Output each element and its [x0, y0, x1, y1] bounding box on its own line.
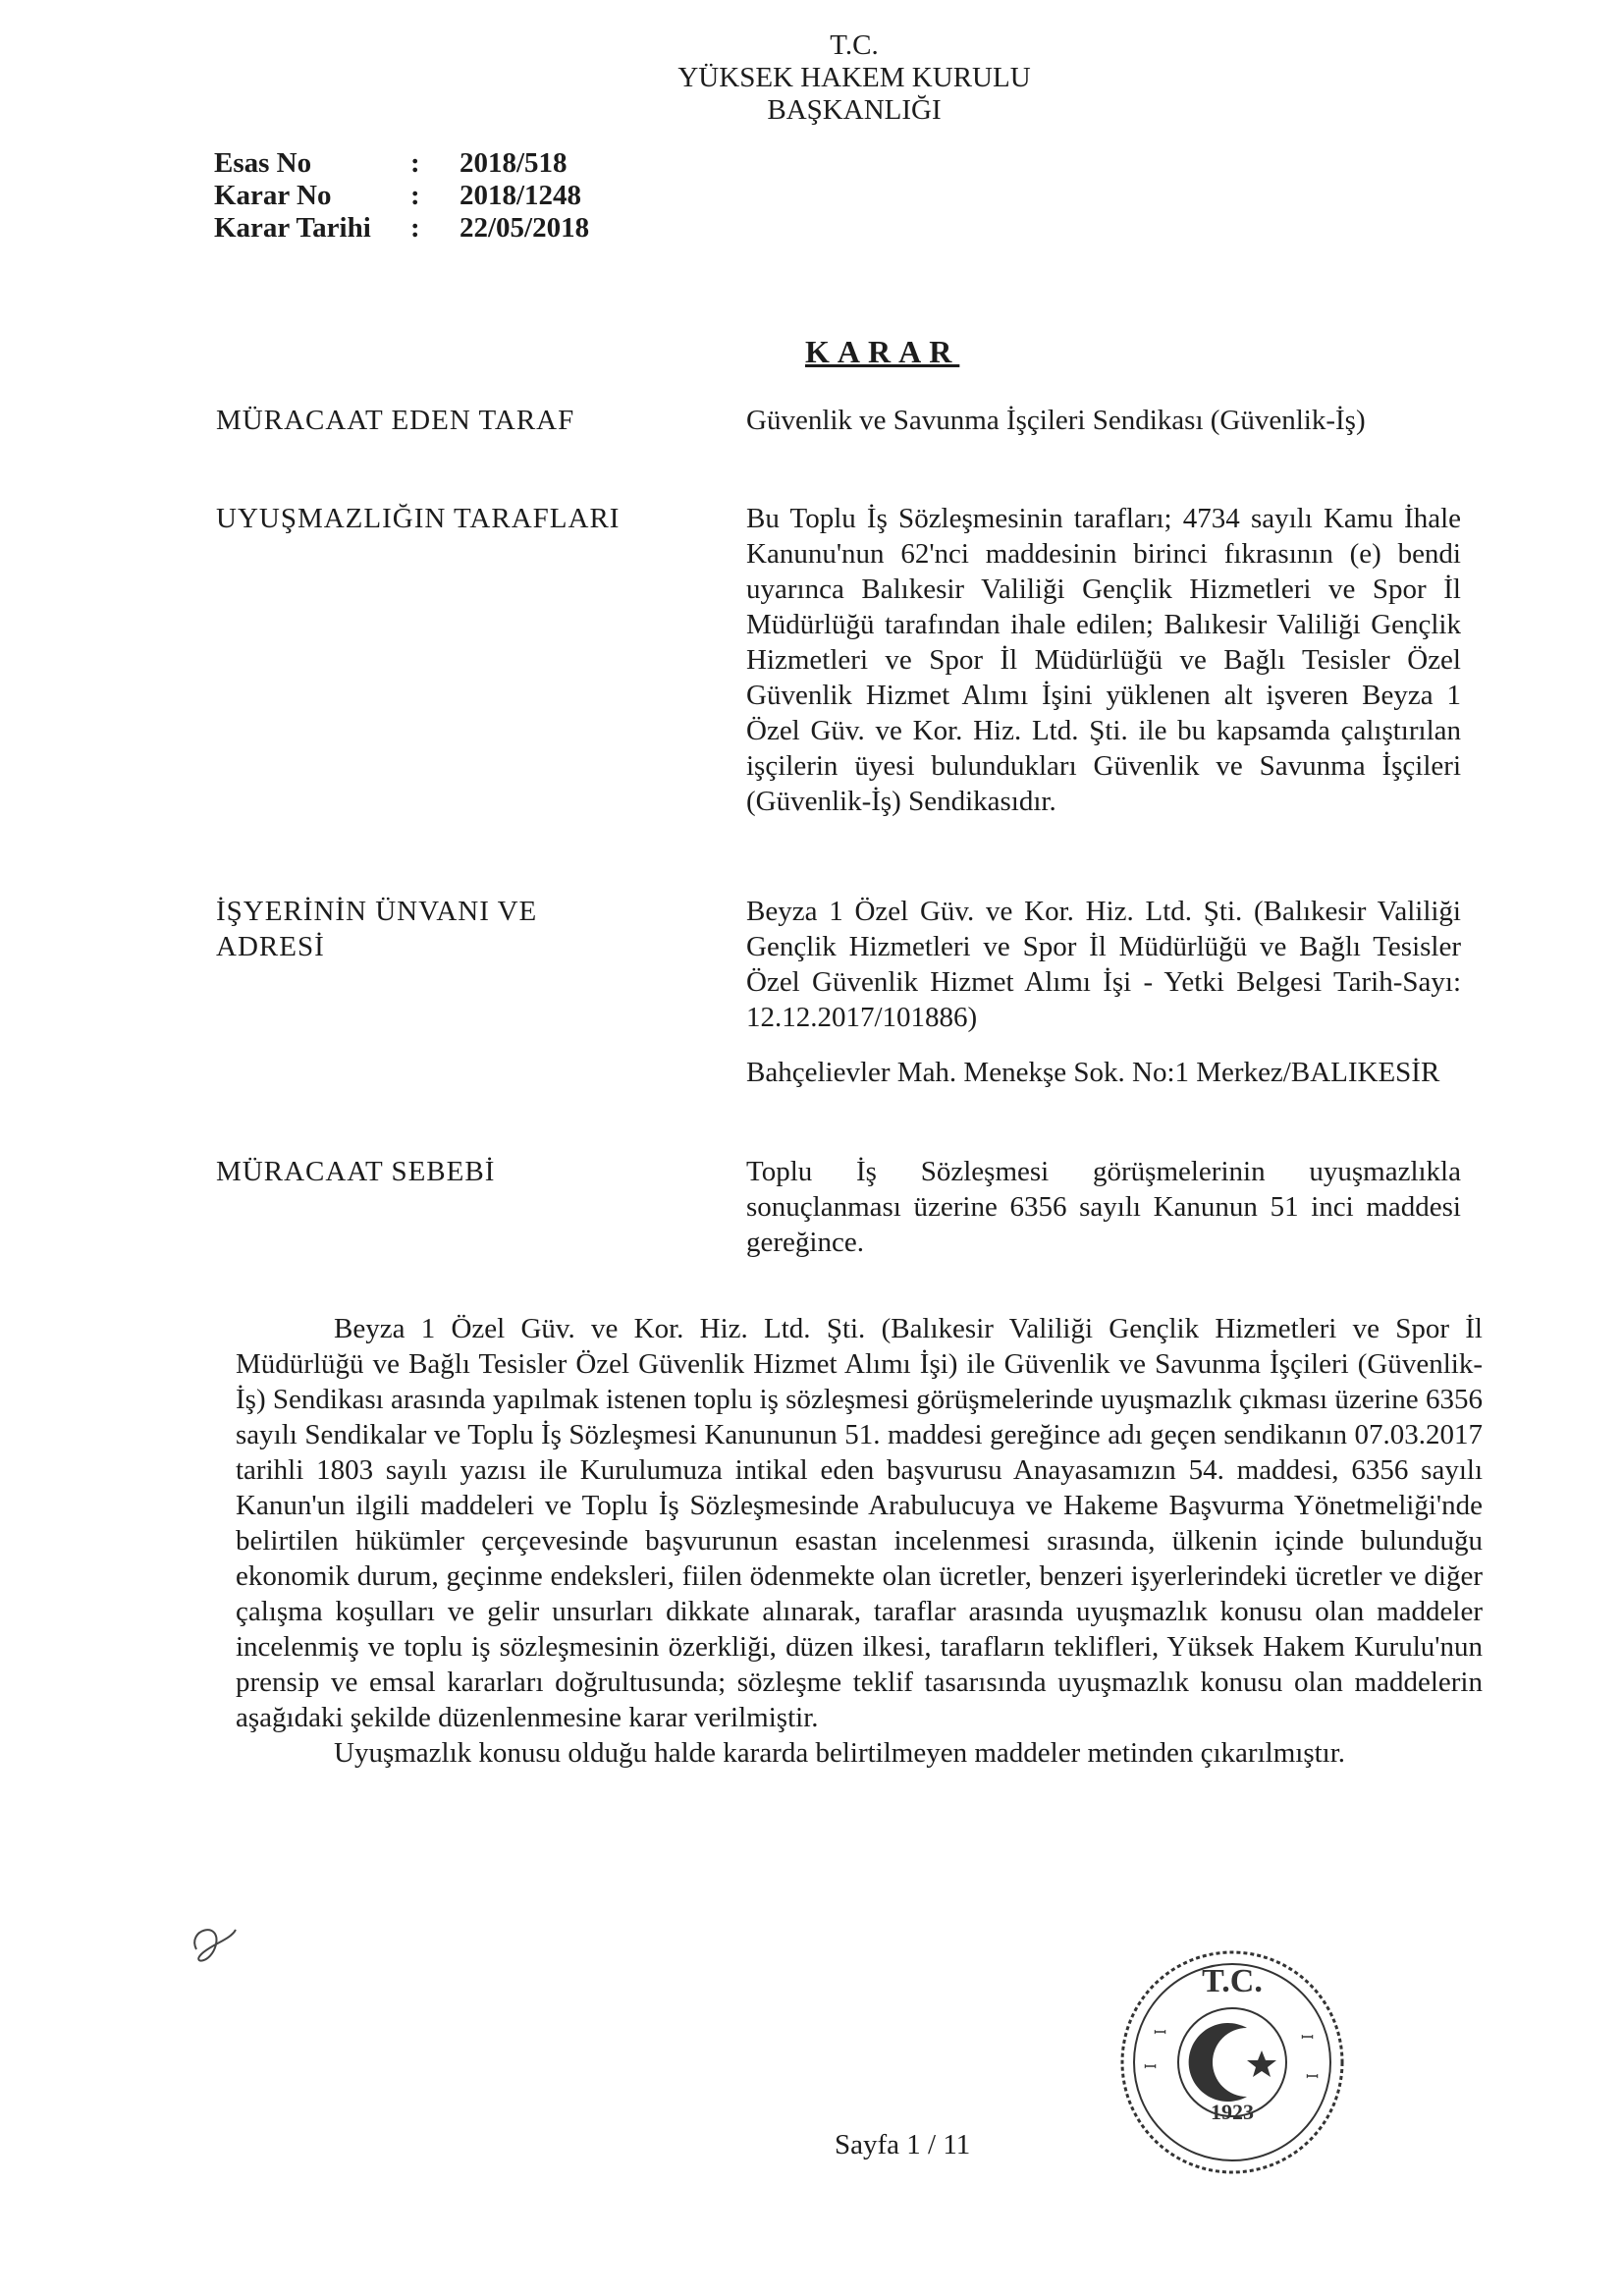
handwritten-initial — [182, 1910, 250, 1979]
colon: : — [410, 212, 420, 244]
decision-title: KARAR — [805, 334, 960, 369]
document-header — [609, 29, 1100, 127]
section-applicant — [216, 403, 1483, 438]
workplace-address: Bahçelievler Mah. Menekşe Sok. No:1 Merkez/BALIKESİR — [746, 1057, 1440, 1088]
svg-text:ꟷ: ꟷ — [1301, 2030, 1315, 2047]
case-metadata — [214, 147, 656, 245]
header-tc: T.C. — [830, 29, 879, 61]
decision-body — [236, 1311, 1483, 1771]
workplace-name: Beyza 1 Özel Güv. ve Kor. Hiz. Ltd. Şti. (Balıkesir Valiliği Gençlik Hizmetleri ve Spor İl Müdürlüğü ve Bağlı Tesisler Özel Güvenlik Hizmet Alımı İşi - Yetki Belgesi Tarih-Sayı: 12.12.2017/101886) — [746, 896, 1461, 1033]
header-presidency: BAŞKANLIĞI — [767, 94, 942, 126]
section-label-line1: İŞYERİNİN ÜNVANI VE — [216, 896, 538, 927]
esas-value: 2018/518 — [460, 147, 568, 179]
colon: : — [410, 180, 420, 211]
section-workplace — [216, 894, 1483, 1110]
section-text — [746, 894, 1461, 1110]
official-seal — [1114, 1944, 1350, 2180]
svg-text:ꟷ: ꟷ — [1306, 2069, 1320, 2086]
svg-text:ꟷ: ꟷ — [1144, 2059, 1158, 2076]
section-reason — [216, 1154, 1483, 1260]
section-label — [216, 894, 746, 1110]
esas-row — [214, 147, 656, 180]
section-text: Toplu İş Sözleşmesi görüşmelerinin uyuşmazlıkla sonuçlanması üzerine 6356 sayılı Kanunun 51 inci maddesi gereğince. — [746, 1156, 1461, 1258]
body-paragraph: Beyza 1 Özel Güv. ve Kor. Hiz. Ltd. Şti. (Balıkesir Valiliği Gençlik Hizmetleri ve Spor İl Müdürlüğü ve Bağlı Tesisler Özel Güvenlik Hizmet Alımı İşi) ile Güvenlik ve Savunma İşçileri (Güvenlik-İş) Sendikası arasında yapılmak istenen toplu iş sözleşmesi görüşmelerinde uyuşmazlık çıkması üzerine 6356 sayılı Sendikalar ve Toplu İş Sözleşmesi Kanununun 51. maddesi gereğince adı geçen sendikanın 07.03.2017 tarihli 1803 sayılı yazısı ile Kurulumuza intikal eden başvurusu Anayasamızın 54. maddesi, 6356 sayılı Kanun'un ilgili maddeleri ve Toplu İş Sözleşmesinde Arabulucuya ve Hakeme Başvurma Yönetmeliği'nde belirtilen hükümler çerçevesinde başvurunun esastan incelenmesi sırasında, ülkenin içinde bulunduğu ekonomik durum, geçinme endeksleri, fiilen ödenmekte olan ücretler, benzeri işyerlerindeki ücretler ve diğer çalışma koşulları ve gelir unsurları dikkate alınarak, taraflar arasında uyuşmazlık konusu olan maddeler incelenmiş ve toplu iş sözleşmesinin özerkliği, düzen ilkesi, tarafların teklifleri, Yüksek Hakem Kurulu'nun prensip ve emsal kararları doğrultusunda; sözleşme teklif tasarısında uyuşmazlık konusu olan maddelerin aşağıdaki şekilde düzenlenmesine karar verilmiştir. — [236, 1313, 1483, 1733]
body-paragraph: Uyuşmazlık konusu olduğu halde kararda belirtilmeyen maddeler metinden çıkarılmıştır. — [334, 1737, 1346, 1769]
section-label-line2: ADRESİ — [216, 931, 325, 962]
tarih-label: Karar Tarihi — [214, 212, 371, 244]
section-text: Güvenlik ve Savunma İşçileri Sendikası (Güvenlik-İş) — [746, 405, 1366, 436]
seal-year: 1923 — [1211, 2100, 1254, 2124]
tarih-row — [214, 212, 656, 245]
tarih-value: 22/05/2018 — [460, 212, 590, 244]
section-label: MÜRACAAT EDEN TARAF — [216, 405, 575, 436]
section-parties — [216, 501, 1483, 819]
section-label: UYUŞMAZLIĞIN TARAFLARI — [216, 503, 621, 534]
page-number: Sayfa 1 / 11 — [835, 2129, 971, 2160]
svg-text:ꟷ: ꟷ — [1154, 2025, 1167, 2042]
esas-label: Esas No — [214, 147, 312, 179]
karar-value: 2018/1248 — [460, 180, 582, 211]
seal-top-text: T.C. — [1202, 1963, 1263, 1999]
karar-row — [214, 180, 656, 212]
header-institution: YÜKSEK HAKEM KURULU — [677, 62, 1031, 93]
colon: : — [410, 147, 420, 179]
karar-label: Karar No — [214, 180, 332, 211]
section-text: Bu Toplu İş Sözleşmesinin tarafları; 4734 sayılı Kamu İhale Kanunu'nun 62'nci maddesinin birinci fıkrasının (e) bendi uyarınca Balıkesir Valiliği Gençlik Hizmetleri ve Spor İl Müdürlüğü tarafından ihale edilen; Balıkesir Valiliği Gençlik Hizmetleri ve Spor İl Müdürlüğü ve Bağlı Tesisler Özel Güvenlik Hizmet Alımı İşini yüklenen alt işveren Beyza 1 Özel Güv. ve Kor. Hiz. Ltd. Şti. ile bu kapsamda çalıştırılan işçilerin üyesi bulundukları Güvenlik ve Savunma İşçileri (Güvenlik-İş) Sendikasıdır. — [746, 503, 1461, 817]
section-label: MÜRACAAT SEBEBİ — [216, 1156, 496, 1187]
